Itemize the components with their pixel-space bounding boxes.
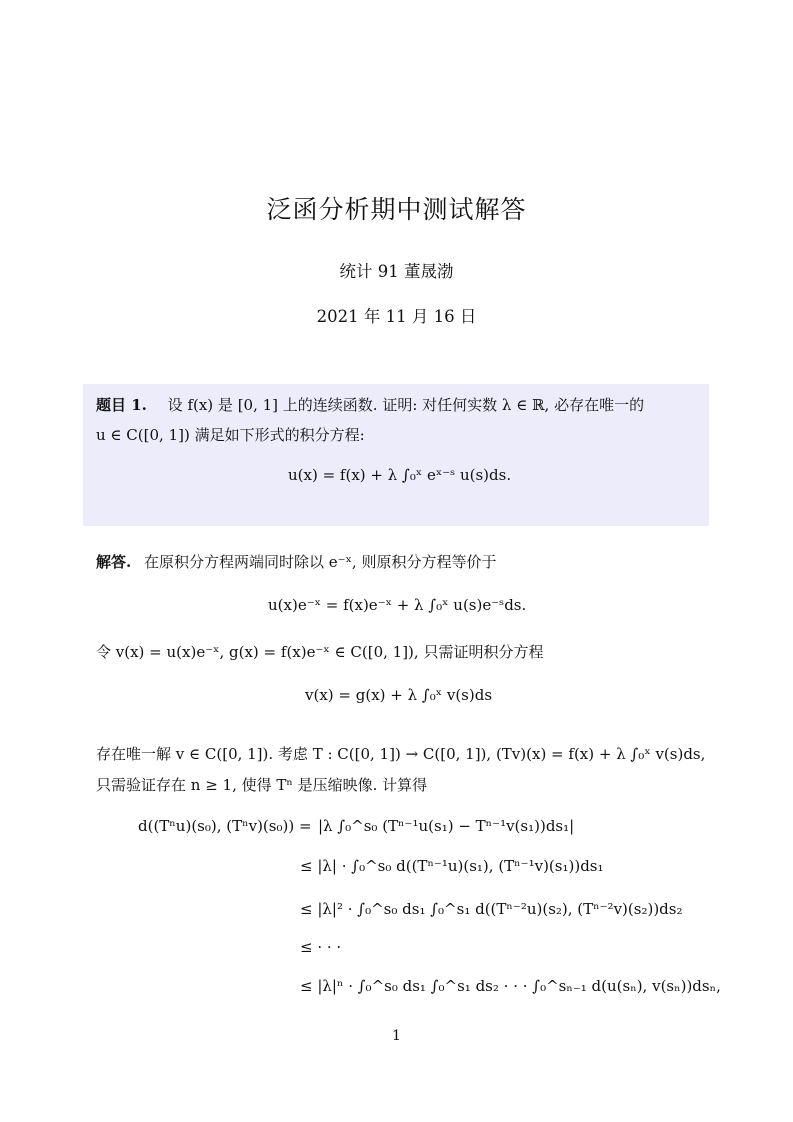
solution-text-1: 在原积分方程两端同时除以 e⁻ˣ, 则原积分方程等价于	[144, 553, 497, 571]
chain-lhs: d((Tⁿu)(s₀), (Tⁿv)(s₀)) =	[138, 817, 312, 835]
chain-step-3: ≤ |λ|² · ∫₀^s₀ ds₁ ∫₀^s₁ d((Tⁿ⁻²u)(s₂), (Tⁿ⁻²v)(s₂))ds₂	[300, 900, 683, 918]
solution-text-3: 存在唯一解 v ∈ C([0, 1]). 考虑 T : C([0, 1]) → C([0, 1]), (Tv)(x) = f(x) + λ ∫₀ˣ v(s)ds,	[96, 745, 706, 763]
problem-line-1	[96, 394, 644, 415]
problem-equation: u(x) = f(x) + λ ∫₀ˣ eˣ⁻ˢ u(s)ds.	[288, 466, 512, 484]
problem-label: 题目 1.	[96, 396, 147, 414]
problem-text-2: u ∈ C([0, 1]) 满足如下形式的积分方程:	[96, 426, 365, 444]
problem-text-1: 设 f(x) 是 [0, 1] 上的连续函数. 证明: 对任何实数 λ ∈ ℝ, 必存在唯一的	[167, 396, 645, 414]
solution-text-2: 令 v(x) = u(x)e⁻ˣ, g(x) = f(x)e⁻ˣ ∈ C([0, 1]), 只需证明积分方程	[96, 643, 544, 661]
chain-step-1: |λ ∫₀^s₀ (Tⁿ⁻¹u(s₁) − Tⁿ⁻¹v(s₁))ds₁|	[318, 817, 575, 835]
document-title: 泛函分析期中测试解答	[266, 195, 527, 224]
author-line: 统计 91 董晟渤	[339, 262, 454, 281]
solution-equation-2: v(x) = g(x) + λ ∫₀ˣ v(s)ds	[305, 686, 493, 704]
date-line: 2021 年 11 月 16 日	[316, 307, 477, 326]
solution-equation-1: u(x)e⁻ˣ = f(x)e⁻ˣ + λ ∫₀ˣ u(s)e⁻ˢds.	[268, 596, 527, 614]
page-number: 1	[392, 1028, 401, 1044]
chain-step-2: ≤ |λ| · ∫₀^s₀ d((Tⁿ⁻¹u)(s₁), (Tⁿ⁻¹v)(s₁))ds₁	[300, 857, 604, 875]
solution-label: 解答.	[96, 553, 132, 571]
solution-line-1	[96, 551, 496, 572]
chain-step-4: ≤ · · ·	[300, 938, 342, 956]
chain-step-5: ≤ |λ|ⁿ · ∫₀^s₀ ds₁ ∫₀^s₁ ds₂ · · · ∫₀^sₙ₋₁ d(u(sₙ), v(sₙ))dsₙ,	[300, 977, 721, 995]
solution-text-4: 只需验证存在 n ≥ 1, 使得 Tⁿ 是压缩映像. 计算得	[96, 776, 428, 794]
